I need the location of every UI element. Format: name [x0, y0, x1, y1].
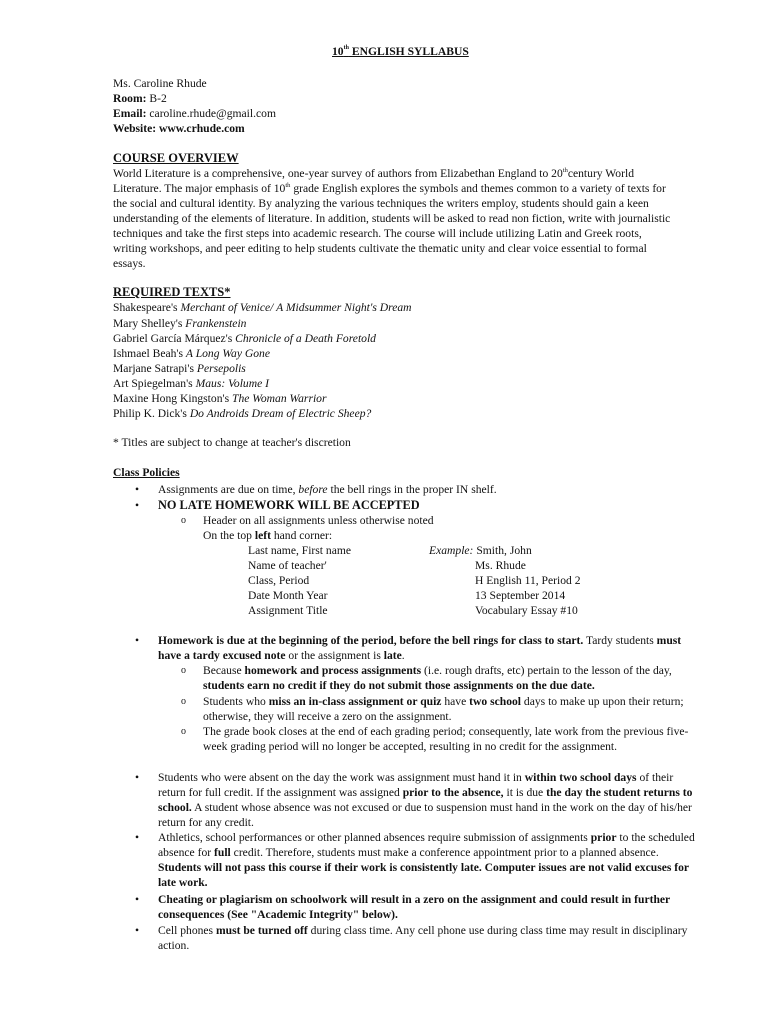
- sub-bullet-glyph: o: [181, 515, 186, 526]
- header-field: Name of teacher': [248, 559, 327, 572]
- policy-missed-assignment: Students who miss an in-class assignment or quiz have two school days to make up upon their return; otherwise, they will receive a zero on the assignment.: [203, 695, 684, 723]
- website-line: Website: www.crhude.com: [113, 122, 245, 135]
- text-item: Shakespeare's Merchant of Venice/ A Midsummer Night's Dream: [113, 301, 412, 314]
- bullet-glyph: •: [135, 771, 140, 784]
- required-texts-heading: REQUIRED TEXTS*: [113, 285, 231, 299]
- course-overview-paragraph: World Literature is a comprehensive, one-year survey of authors from Elizabethan England to 20thcentury World Literature. The major emphasis of 10th grade English explores the symbols and themes common to a variety of texts for the social and cultural identity. By analyzing the various techniques the writers employ, students should gain a keen understanding of the elements of literature. In addition, students will be asked to read non fiction, write with journalistic techniques and take the first steps into academic research. The course will include utilizing Latin and Greek roots, writing workshops, and peer editing to help students cultivate the thematic unity and clear voice essential to formal essays.: [113, 167, 671, 270]
- header-field: Class, Period: [248, 574, 310, 587]
- header-field: Assignment Title: [248, 604, 328, 617]
- teacher-name: Ms. Caroline Rhude: [113, 77, 207, 90]
- bullet-glyph: •: [135, 831, 140, 844]
- sub-bullet-glyph: o: [181, 726, 186, 737]
- bullet-glyph: •: [135, 893, 140, 906]
- text-item: Mary Shelley's Frankenstein: [113, 317, 247, 330]
- header-example: Example: Smith, John: [429, 544, 532, 557]
- policy-grade-book: The grade book closes at the end of each grading period; consequently, late work from the previous five-week grading period will no longer be accepted, resulting in no credit for the assignment.: [203, 725, 689, 753]
- email-line: Email: caroline.rhude@gmail.com: [113, 107, 276, 120]
- policy-due-on-time: Assignments are due on time, before the bell rings in the proper IN shelf.: [158, 483, 497, 496]
- header-example-value: 13 September 2014: [475, 589, 566, 602]
- bullet-glyph: •: [135, 634, 140, 647]
- policy-cell-phones: Cell phones must be turned off during class time. Any cell phone use during class time may result in disciplinary action.: [158, 924, 688, 952]
- header-example-value: Ms. Rhude: [475, 559, 526, 572]
- website-link[interactable]: www.crhude.com: [159, 122, 245, 135]
- sub-bullet-glyph: o: [181, 696, 186, 707]
- sub-bullet-glyph: o: [181, 665, 186, 676]
- class-policies-heading: Class Policies: [113, 466, 180, 479]
- texts-note: * Titles are subject to change at teacher's discretion: [113, 436, 351, 449]
- policy-cheating: Cheating or plagiarism on schoolwork will result in a zero on the assignment and could result in further consequences (See "Academic Integrity" below).: [158, 893, 670, 921]
- text-item: Ishmael Beah's A Long Way Gone: [113, 347, 270, 360]
- header-field: Date Month Year: [248, 589, 328, 602]
- header-corner-note: On the top left hand corner:: [203, 529, 333, 542]
- header-field: Last name, First name: [248, 544, 352, 557]
- policy-homework-due: Homework is due at the beginning of the period, before the bell rings for class to start. Tardy students must have a tardy excused note or the assignment is late.: [158, 634, 682, 662]
- text-item: Marjane Satrapi's Persepolis: [113, 362, 246, 375]
- text-item: Philip K. Dick's Do Androids Dream of Electric Sheep?: [113, 407, 372, 420]
- header-note: Header on all assignments unless otherwise noted: [203, 514, 434, 527]
- policy-process-assignments: Because homework and process assignments (i.e. rough drafts, etc) pertain to the lesson of the day, students earn no credit if they do not submit those assignments on the due date.: [203, 664, 672, 692]
- text-item: Gabriel García Márquez's Chronicle of a Death Foretold: [113, 332, 376, 345]
- header-example-value: H English 11, Period 2: [475, 574, 581, 587]
- text-item: Art Spiegelman's Maus: Volume I: [113, 377, 270, 390]
- policy-absent-students: Students who were absent on the day the work was assignment must hand it in within two school days of their return for full credit. If the assignment was assigned prior to the absence, it is due the day the student returns to school. A student whose absence was not excused or due to suspension must hand in the work on the day of his/her return for any credit.: [158, 771, 693, 829]
- bullet-glyph: •: [135, 924, 140, 937]
- policy-planned-absences: Athletics, school performances or other planned absences require submission of assignments prior to the scheduled absence for full credit. Therefore, students must make a conference appointment prior to a planned absence. Students will not pass this course if their work is consistently late. Computer issues are not valid excuses for late work.: [158, 831, 695, 889]
- bullet-glyph: •: [135, 483, 140, 496]
- document-title: 10th ENGLISH SYLLABUS: [332, 45, 469, 58]
- course-overview-heading: COURSE OVERVIEW: [113, 151, 239, 165]
- policy-no-late-homework: NO LATE HOMEWORK WILL BE ACCEPTED: [158, 498, 420, 512]
- header-example-value: Vocabulary Essay #10: [475, 604, 578, 617]
- text-item: Maxine Hong Kingston's The Woman Warrior: [113, 392, 327, 405]
- bullet-glyph: •: [135, 499, 140, 512]
- room-line: Room: B-2: [113, 92, 167, 105]
- email-link[interactable]: caroline.rhude@gmail.com: [146, 107, 276, 120]
